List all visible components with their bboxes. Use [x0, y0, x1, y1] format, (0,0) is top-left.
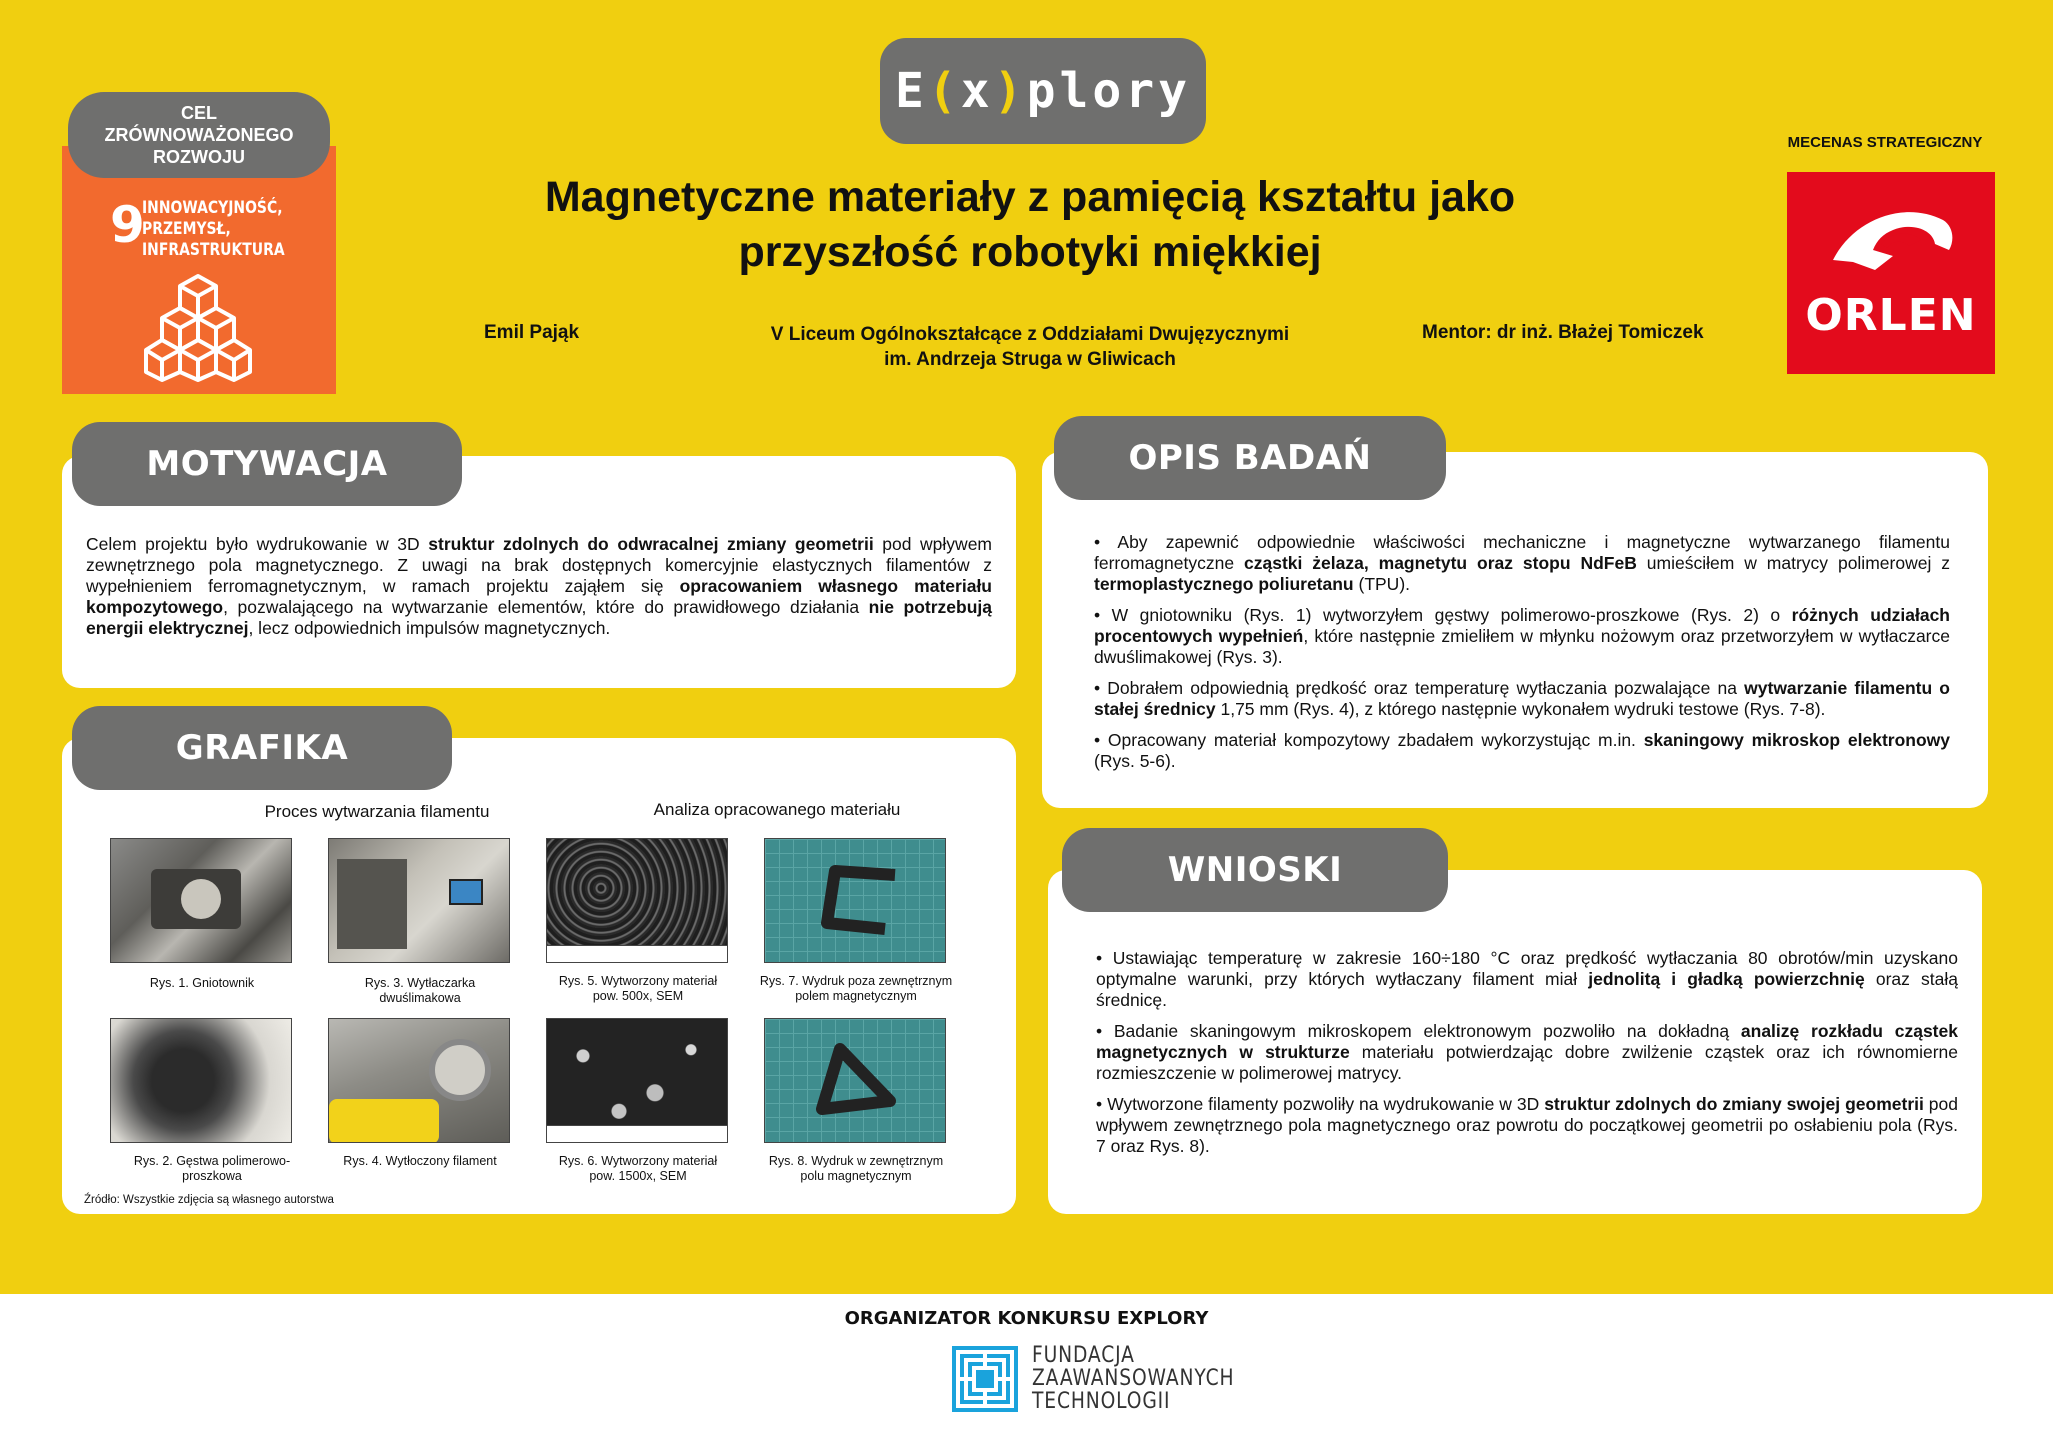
sdg-label: CEL ZRÓWNOWAŻONEGO ROZWOJU — [68, 92, 330, 178]
organizer-label: ORGANIZATOR KONKURSU EXPLORY — [844, 1308, 1209, 1329]
caption-rys7: Rys. 7. Wydruk poza zewnętrznym polem magnetycznym — [759, 974, 953, 1003]
sponsor-label: MECENAS STRATEGICZNY — [1787, 134, 1983, 151]
opis-heading: OPIS BADAŃ — [1054, 416, 1446, 500]
fundacja-logo-icon — [952, 1346, 1018, 1412]
wnioski-bullet-3: • Wytworzone filamenty pozwoliły na wydrukowanie w 3D struktur zdolnych do zmiany swojej geometrii pod wpływem zewnętrznego pola magnetycznego oraz powrotu do początkowej geometrii po osłabieniu pola (Rys. 7 oraz Rys. 8). — [1096, 1094, 1959, 1156]
caption-rys6: Rys. 6. Wytworzony materiał pow. 1500x, SEM — [558, 1154, 718, 1183]
wnioski-card — [1048, 870, 1982, 1214]
author-name: Emil Pająk — [484, 322, 580, 343]
photo-sem-500x — [546, 838, 728, 963]
eagle-icon — [1823, 200, 1959, 290]
caption-rys4: Rys. 4. Wytłoczony filament — [343, 1154, 497, 1168]
motywacja-heading: MOTYWACJA — [72, 422, 462, 506]
footer — [0, 1294, 2053, 1446]
opis-bullet-3: • Dobrałem odpowiednią prędkość oraz temperaturę wytłaczania pozwalające na wytwarzanie filamentu o stałej średnicy 1,75 mm (Rys. 4), z którego następnie wykonałem wydruki testowe (Rys. 7-8). — [1094, 678, 1950, 719]
col-head-proces: Proces wytwarzania filamentu — [264, 802, 490, 821]
opis-text — [1094, 532, 1950, 782]
wnioski-bullet-1: • Ustawiając temperaturę w zakresie 160÷180 °C oraz prędkość wytłaczania 80 obrotów/min uzyskano optymalne warunki, przy których wytłaczany filament miał jednolitą i gładką powierzchnię oraz stałą średnicę. — [1096, 948, 1959, 1010]
cubes-icon — [142, 270, 254, 382]
sdg-badge — [62, 146, 336, 394]
photo-sem-1500x — [546, 1018, 728, 1143]
explory-logo: E ( x ) plory — [880, 38, 1206, 144]
wnioski-heading: WNIOSKI — [1062, 828, 1448, 912]
grafika-heading: GRAFIKA — [72, 706, 452, 790]
photo-source: Źródło: Wszystkie zdjęcia są własnego autorstwa — [84, 1194, 334, 1206]
wnioski-text — [1096, 948, 1958, 1167]
caption-rys2: Rys. 2. Gęstwa polimerowo-proszkowa — [133, 1154, 291, 1183]
photo-wytlaczarka — [328, 838, 510, 963]
photo-gniotownik — [110, 838, 292, 963]
mentor-name: Mentor: dr inż. Błażej Tomiczek — [1422, 322, 1704, 343]
caption-rys1: Rys. 1. Gniotownik — [149, 976, 255, 990]
photo-gestwa — [110, 1018, 292, 1143]
caption-rys3: Rys. 3. Wytłaczarka dwuślimakowa — [364, 976, 476, 1005]
caption-rys8: Rys. 8. Wydruk w zewnętrznym polu magnetycznym — [768, 1154, 944, 1183]
opis-card — [1042, 452, 1988, 808]
orlen-logo — [1787, 172, 1995, 374]
opis-bullet-1: • Aby zapewnić odpowiednie właściwości mechaniczne i magnetyczne wytwarzanego filamentu ferromagnetyczne cząstki żelaza, magnetytu oraz stopu NdFeB umieściłem w matrycy polimerowej z termoplastycznego poliuretanu (TPU). — [1094, 532, 1950, 594]
photo-filament — [328, 1018, 510, 1143]
orlen-wordmark: ORLEN — [1805, 290, 1977, 341]
col-head-analiza: Analiza opracowanego materiału — [653, 800, 901, 819]
photo-wydruk-bez-pola — [764, 838, 946, 963]
poster-title: Magnetyczne materiały z pamięcią kształtu jako przyszłość robotyki miękkiej — [544, 173, 1516, 276]
opis-bullet-2: • W gniotowniku (Rys. 1) wytworzyłem gęstwy polimerowo-proszkowe (Rys. 2) o różnych udziałach procentowych wypełnień, które następnie zmieliłem w młynku nożowym oraz przetworzyłem w wytłaczarce dwuślimakowej (Rys. 3). — [1094, 605, 1950, 667]
school-name: V Liceum Ogólnokształcące z Oddziałami Dwujęzycznymi im. Andrzeja Struga w Gliwicach — [770, 324, 1290, 370]
fundacja-name: FUNDACJA ZAAWANSOWANYCH TECHNOLOGII — [1032, 1343, 1235, 1414]
sdg-number: 9 — [110, 196, 145, 254]
opis-bullet-4: • Opracowany materiał kompozytowy zbadałem wykorzystując m.in. skaningowy mikroskop elektronowy (Rys. 5-6). — [1094, 730, 1950, 771]
sdg-title: INNOWACYJNOŚĆ, PRZEMYSŁ, INFRASTRUKTURA — [142, 198, 285, 260]
grafika-card — [62, 738, 1016, 1214]
photo-wydruk-w-polu — [764, 1018, 946, 1143]
motywacja-text: Celem projektu było wydrukowanie w 3D struktur zdolnych do odwracalnej zmiany geometrii pod wpływem zewnętrznego pola magnetycznego. Z uwagi na brak dostępnych komercyjnie elastycznych filamentów z wypełnieniem ferromagnetycznym, w ramach projektu zająłem się opracowaniem własnego materiału kompozytowego, pozwalającego na wytwarzanie elementów, które do prawidłowego działania nie potrzebują energii elektrycznej, lecz odpowiednich impulsów magnetycznych. — [86, 534, 993, 638]
caption-rys5: Rys. 5. Wytworzony materiał pow. 500x, SEM — [558, 974, 718, 1003]
wnioski-bullet-2: • Badanie skaningowym mikroskopem elektronowym pozwoliło na dokładną analizę rozkładu cząstek magnetycznych w strukturze materiału potwierdzając dobre zwilżenie cząstek oraz ich równomierne rozmieszczenie w polimerowej matrycy. — [1096, 1021, 1958, 1083]
